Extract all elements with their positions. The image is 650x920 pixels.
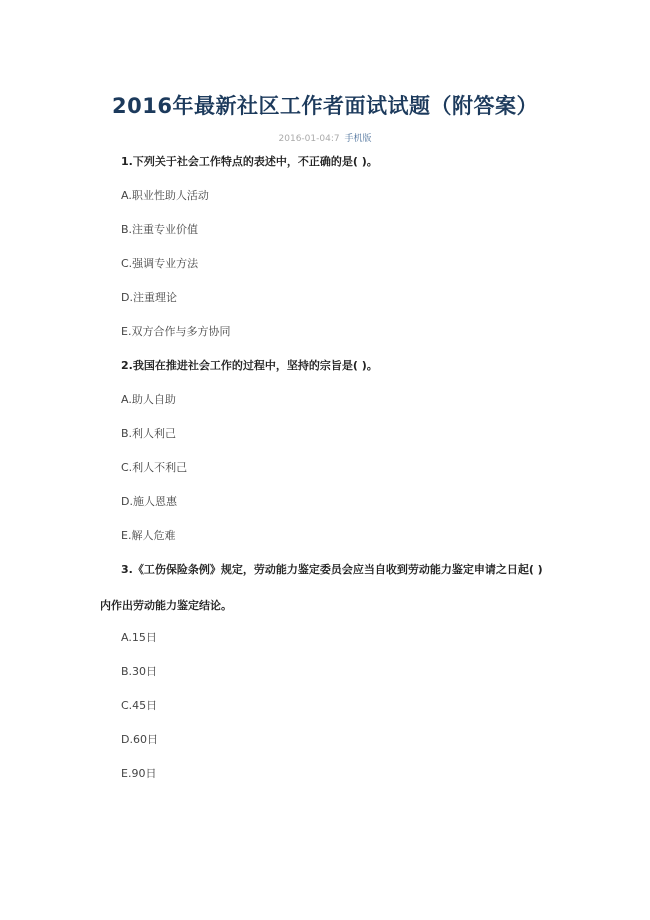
question-3-continuation: 内作出劳动能力鉴定结论。 bbox=[100, 599, 232, 612]
q2-option-b: B.利人利己 bbox=[121, 427, 177, 440]
q3-option-a: A.15日 bbox=[121, 631, 157, 644]
q1-option-d: D.注重理论 bbox=[121, 291, 177, 304]
q1-option-a: A.职业性助人活动 bbox=[121, 189, 209, 202]
q3-option-b: B.30日 bbox=[121, 665, 158, 678]
q2-option-e: E.解人危难 bbox=[121, 529, 176, 542]
q3-option-e: E.90日 bbox=[121, 767, 157, 780]
mobile-version-link[interactable]: 手机版 bbox=[344, 134, 372, 144]
q1-option-b: B.注重专业价值 bbox=[121, 223, 199, 236]
q1-option-e: E.双方合作与多方协同 bbox=[121, 325, 231, 338]
question-3: 3.《工伤保险条例》规定，劳动能力鉴定委员会应当自收到劳动能力鉴定申请之日起( ) bbox=[121, 563, 543, 576]
q2-option-d: D.施人恩惠 bbox=[121, 495, 177, 508]
q3-option-c: C.45日 bbox=[121, 699, 158, 712]
page-title: 2016年最新社区工作者面试试题（附答案） bbox=[112, 94, 538, 118]
q3-option-d: D.60日 bbox=[121, 733, 158, 746]
q2-option-a: A.助人自助 bbox=[121, 393, 176, 406]
q2-option-c: C.利人不利己 bbox=[121, 461, 188, 474]
question-1: 1.下列关于社会工作特点的表述中，不正确的是( )。 bbox=[121, 155, 378, 168]
publish-date: 2016-01-04:7 bbox=[278, 134, 340, 144]
question-2: 2.我国在推进社会工作的过程中，坚持的宗旨是( )。 bbox=[121, 359, 378, 372]
q1-option-c: C.强调专业方法 bbox=[121, 257, 199, 270]
article-meta bbox=[0, 131, 650, 144]
